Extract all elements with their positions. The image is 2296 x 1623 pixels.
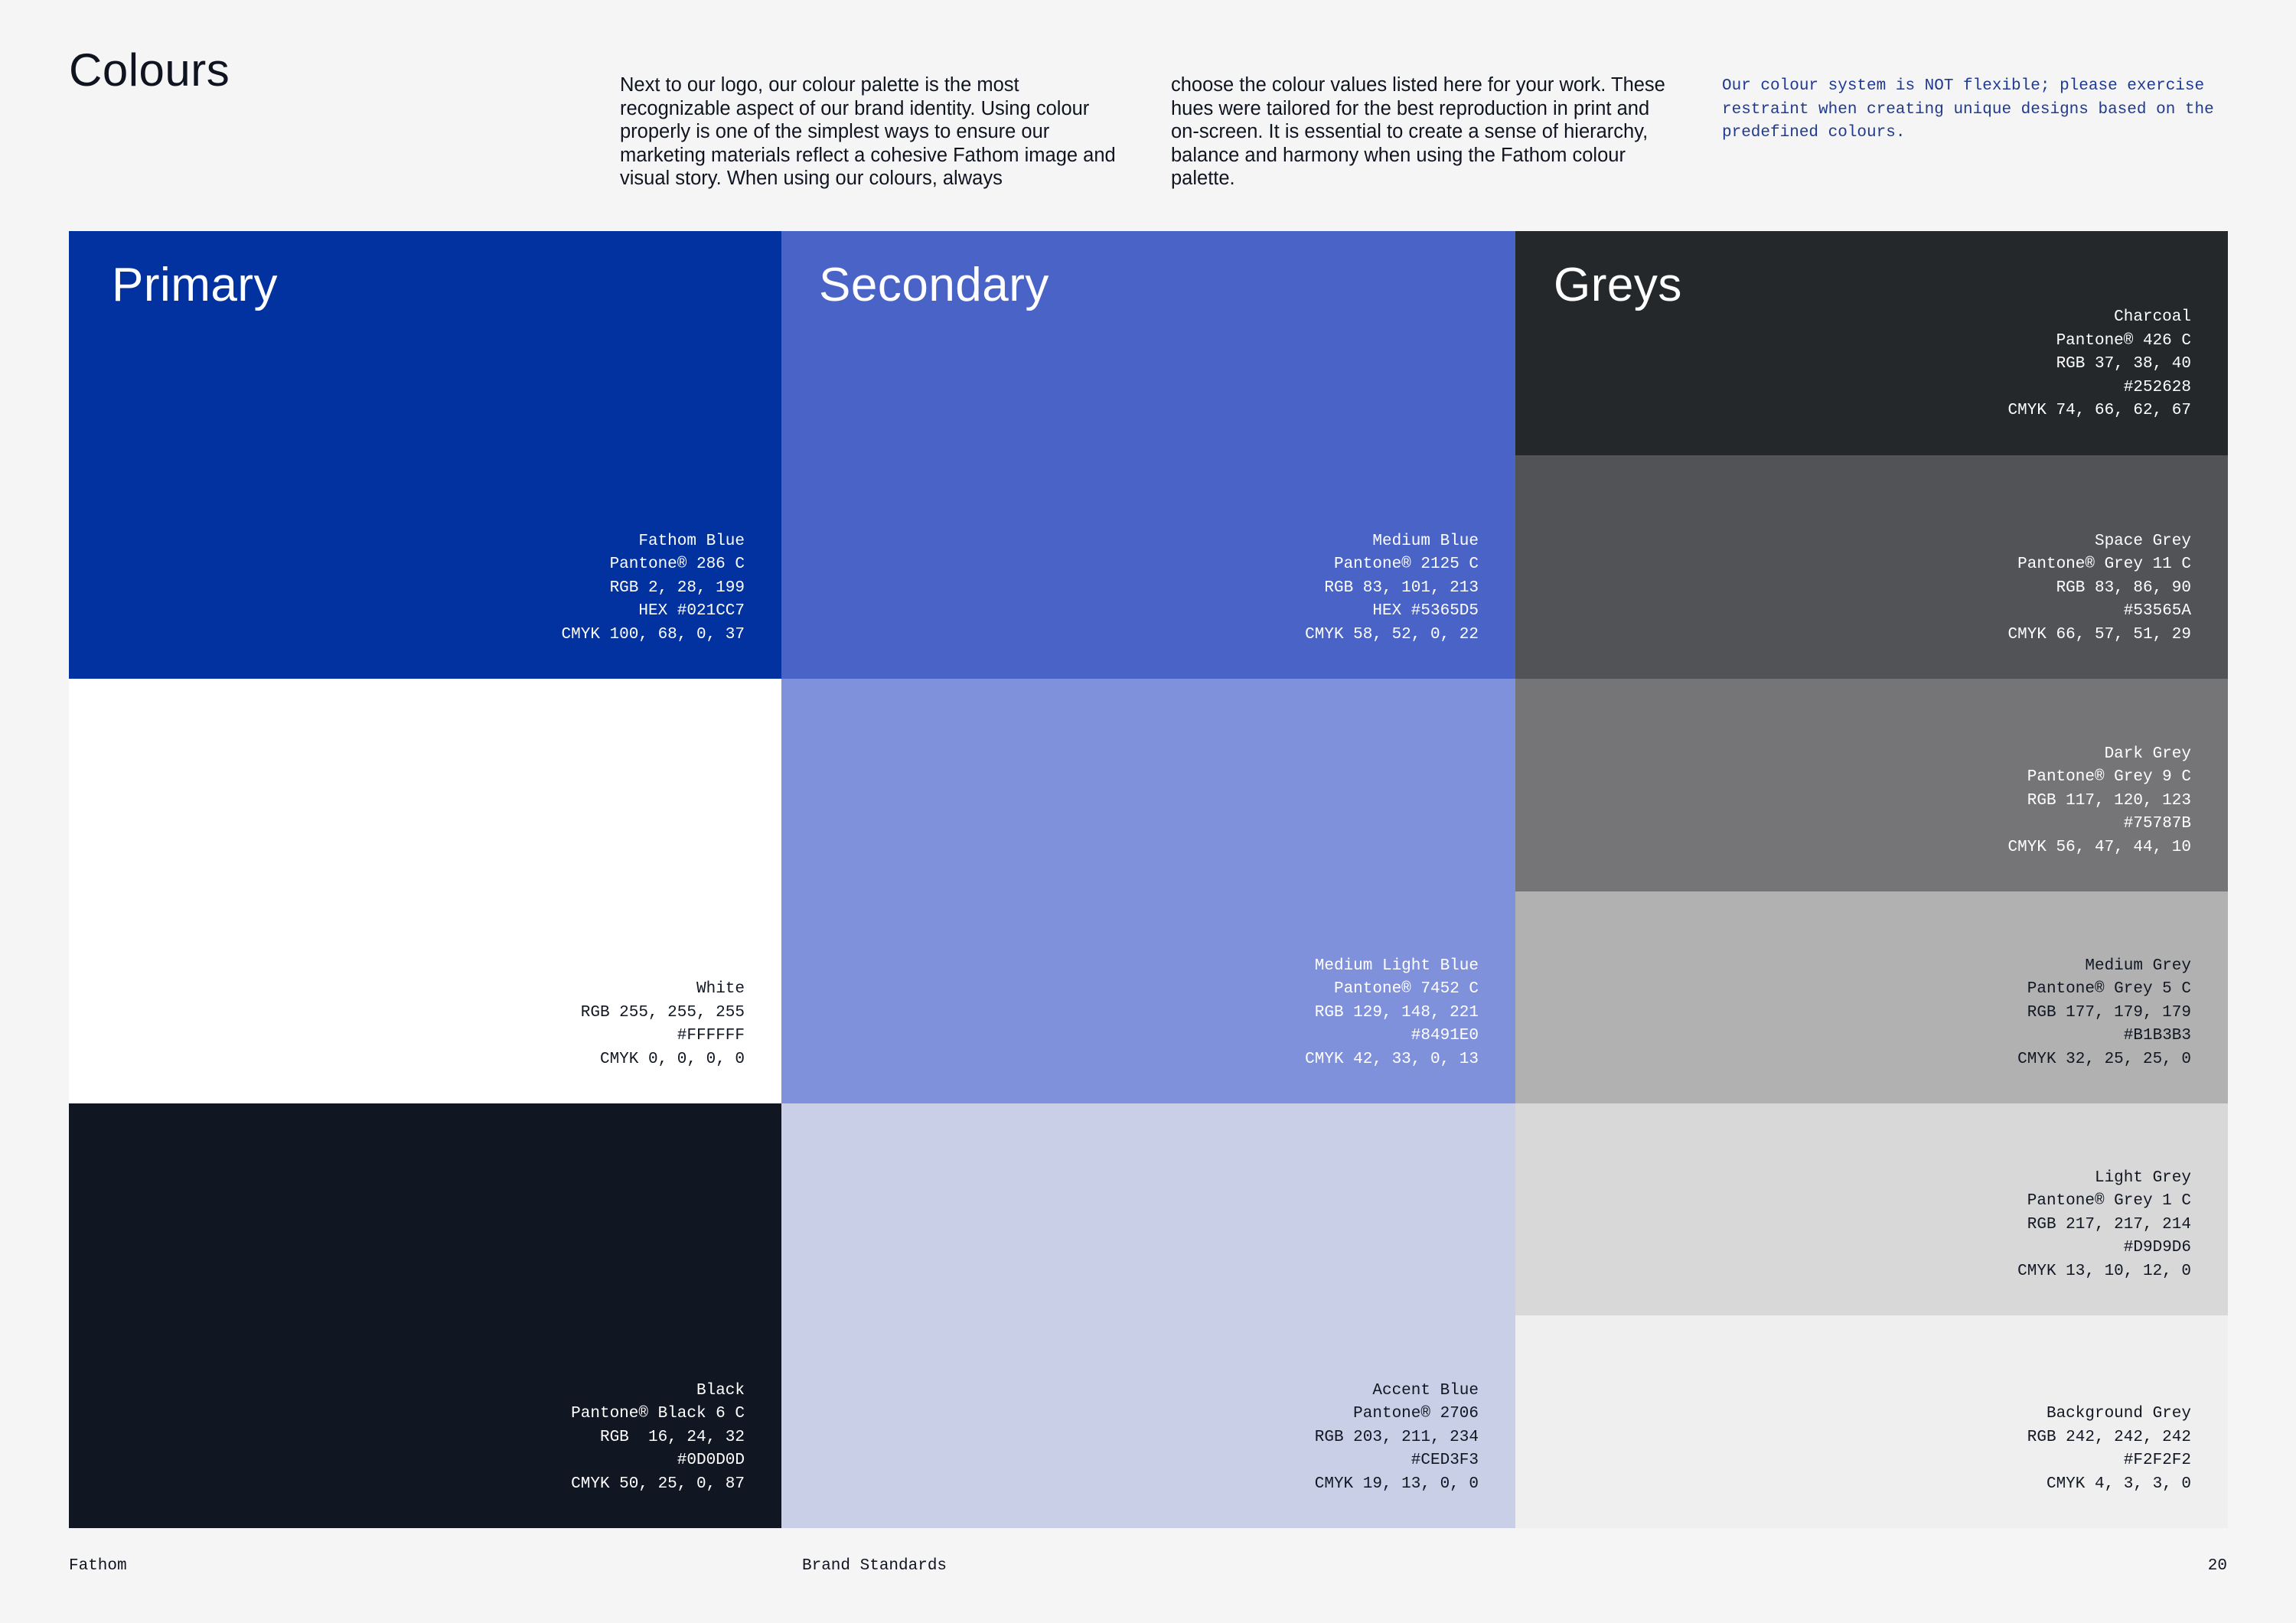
swatch-cmyk: CMYK 13, 10, 12, 0: [2017, 1262, 2191, 1280]
swatch-rgb: RGB 16, 24, 32: [599, 1428, 745, 1446]
footer-brand: Fathom: [69, 1557, 127, 1575]
swatch-dark-grey: [1515, 679, 2228, 891]
swatch-hex: #D9D9D6: [2123, 1239, 2191, 1256]
swatch-rgb: RGB 117, 120, 123: [2027, 791, 2191, 810]
swatch-name: Dark Grey: [2104, 745, 2191, 763]
swatch-cmyk: CMYK 0, 0, 0, 0: [599, 1050, 745, 1068]
swatch-pantone: Pantone® Grey 1 C: [2027, 1192, 2191, 1210]
swatch-cmyk: CMYK 50, 25, 0, 87: [571, 1475, 745, 1493]
swatch-pantone: Pantone® 7452 C: [1333, 980, 1479, 998]
swatch-pantone: Pantone® Grey 11 C: [2017, 556, 2191, 573]
swatch-hex: #8491E0: [1411, 1027, 1479, 1045]
swatch-name: Fathom Blue: [638, 532, 745, 550]
swatch-pantone: Pantone® Grey 9 C: [2027, 768, 2191, 786]
swatch-info: [2008, 306, 2191, 423]
swatch-white: [69, 679, 781, 1103]
swatch-space-grey: [1515, 455, 2228, 679]
swatch-pantone: Pantone® 2706: [1353, 1405, 1479, 1423]
swatch-cmyk: CMYK 32, 25, 25, 0: [2017, 1050, 2191, 1068]
swatch-cmyk: CMYK 74, 66, 62, 67: [2007, 402, 2191, 419]
intro-text-column-2: choose the colour values listed here for your work. These hues were tailored for the best reproduction in print and on-screen. It is essential to create a sense of hierarchy, balance and harmony when using the Fathom colour palette.: [1171, 74, 1665, 189]
swatch-background-grey: [1515, 1315, 2228, 1528]
swatch-name: Background Grey: [2046, 1405, 2191, 1423]
swatch-cmyk: CMYK 66, 57, 51, 29: [2007, 625, 2191, 644]
swatch-name: Medium Blue: [1372, 532, 1479, 550]
swatch-rgb: RGB 203, 211, 234: [1314, 1428, 1479, 1446]
swatch-cmyk: CMYK 100, 68, 0, 37: [561, 625, 745, 644]
swatch-name: Charcoal: [2114, 308, 2191, 326]
swatch-hex: HEX #5365D5: [1372, 602, 1479, 620]
swatch-info: [581, 978, 745, 1071]
swatch-fathom-blue: [69, 231, 781, 679]
group-heading-greys: Greys: [1554, 259, 1682, 311]
swatch-info: [1305, 955, 1479, 1072]
swatch-info: [2017, 955, 2191, 1072]
swatch-rgb: RGB 83, 101, 213: [1324, 578, 1479, 597]
swatch-cmyk: CMYK 56, 47, 44, 10: [2007, 838, 2191, 856]
swatch-hex: #F2F2F2: [2123, 1452, 2191, 1469]
swatch-rgb: RGB 129, 148, 221: [1314, 1003, 1479, 1022]
swatch-info: [562, 530, 745, 647]
swatch-hex: #B1B3B3: [2123, 1027, 2191, 1045]
swatch-hex: #CED3F3: [1411, 1452, 1479, 1469]
swatch-cmyk: CMYK 42, 33, 0, 13: [1305, 1050, 1479, 1068]
swatch-name: Medium Light Blue: [1314, 957, 1479, 975]
swatch-medium-light-blue: [781, 679, 1515, 1103]
swatch-hex: #75787B: [2123, 815, 2191, 833]
swatch-name: Accent Blue: [1372, 1381, 1479, 1400]
intro-text-column-1: Next to our logo, our colour palette is the most recognizable aspect of our brand identity. Using colour properly is one of the simplest ways to ensure our marketing materials reflect a cohesive Fathom image and visual story. When using our colours, always: [620, 74, 1116, 189]
swatch-name: Medium Grey: [2085, 957, 2191, 975]
swatch-info: [1315, 1380, 1479, 1497]
swatch-light-grey: [1515, 1103, 2228, 1315]
swatch-cmyk: CMYK 19, 13, 0, 0: [1314, 1475, 1479, 1493]
swatch-info: [571, 1380, 745, 1497]
swatch-hex: #0D0D0D: [677, 1452, 745, 1469]
swatch-medium-blue: [781, 231, 1515, 679]
swatch-hex: HEX #021CC7: [638, 602, 745, 620]
swatch-pantone: Pantone® 286 C: [609, 556, 745, 573]
swatch-medium-grey: [1515, 891, 2228, 1103]
swatch-info: [2008, 743, 2191, 860]
swatch-charcoal: [1515, 231, 2228, 455]
page-title: Colours: [69, 44, 230, 96]
group-heading-primary: Primary: [112, 259, 279, 311]
swatch-black: [69, 1103, 781, 1528]
swatch-name: White: [696, 980, 745, 998]
swatch-hex: #252628: [2123, 378, 2191, 396]
footer-document-title: Brand Standards: [802, 1557, 947, 1575]
swatch-pantone: Pantone® Grey 5 C: [2027, 980, 2191, 998]
swatch-name: Light Grey: [2094, 1168, 2191, 1187]
swatch-name: Black: [696, 1381, 745, 1400]
swatch-pantone: Pantone® 426 C: [2056, 331, 2191, 350]
swatch-hex: #53565A: [2123, 602, 2191, 620]
swatch-hex: #FFFFFF: [677, 1027, 745, 1045]
swatch-rgb: RGB 177, 179, 179: [2027, 1003, 2191, 1022]
swatch-rgb: RGB 255, 255, 255: [580, 1003, 745, 1022]
swatch-rgb: RGB 37, 38, 40: [2056, 355, 2191, 373]
swatch-rgb: RGB 242, 242, 242: [2027, 1428, 2191, 1446]
swatch-info: [1305, 530, 1479, 647]
swatch-rgb: RGB 83, 86, 90: [2056, 578, 2191, 597]
swatch-rgb: RGB 217, 217, 214: [2027, 1215, 2191, 1234]
swatch-info: [2008, 530, 2191, 647]
swatch-rgb: RGB 2, 28, 199: [609, 578, 745, 597]
group-heading-secondary: Secondary: [819, 259, 1049, 311]
footer-page-number: 20: [2207, 1557, 2227, 1575]
swatch-info: [2027, 1403, 2191, 1496]
swatch-cmyk: CMYK 4, 3, 3, 0: [2046, 1475, 2191, 1493]
swatch-accent-blue: [781, 1103, 1515, 1528]
swatch-name: Space Grey: [2094, 532, 2191, 550]
swatch-pantone: Pantone® Black 6 C: [571, 1405, 745, 1423]
swatch-cmyk: CMYK 58, 52, 0, 22: [1305, 625, 1479, 644]
swatch-info: [2017, 1167, 2191, 1284]
restraint-note: Our colour system is NOT flexible; please exercise restraint when creating unique designs based on the predefined colours.: [1722, 77, 2214, 142]
swatch-pantone: Pantone® 2125 C: [1333, 556, 1479, 573]
